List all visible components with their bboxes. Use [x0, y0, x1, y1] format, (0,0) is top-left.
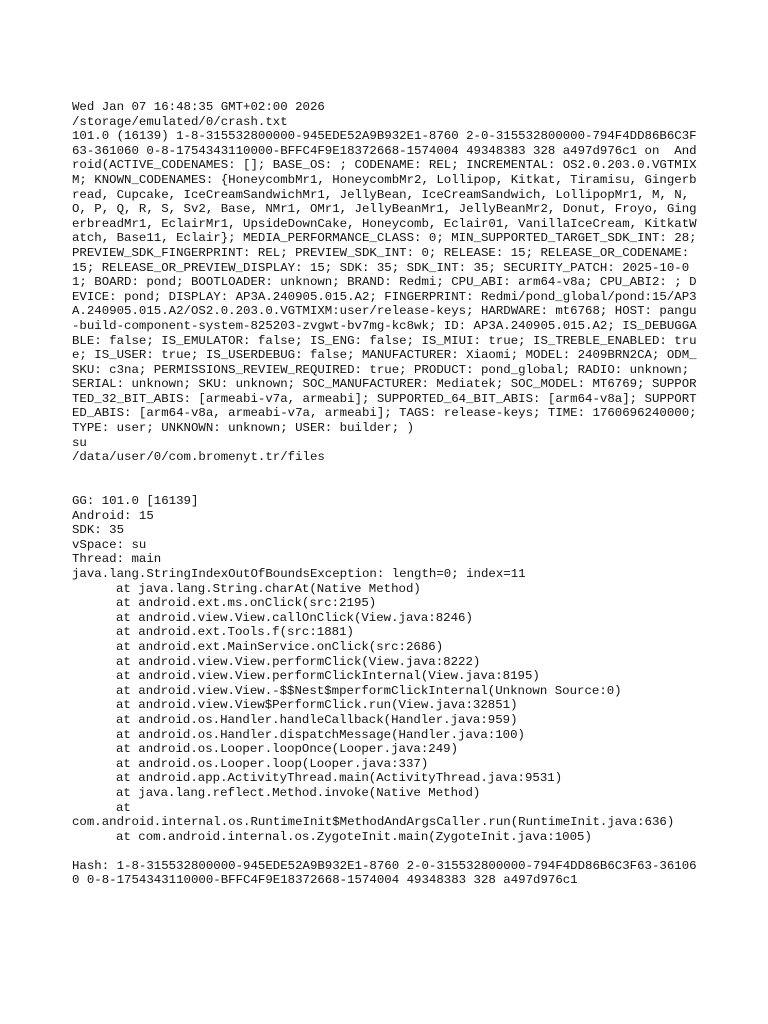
stack-frame: com.android.internal.os.RuntimeInit$MethodAndArgsCaller.run(RuntimeInit.java:636): [72, 815, 675, 830]
stack-frame: at android.os.Handler.handleCallback(Handler.java:959): [116, 712, 518, 727]
crash-hash: Hash: 1-8-315532800000-945EDE52A9B932E1-8760 2-0-315532800000-794F4DD86B6C3F63-361060 0-8-1754343110000-BFFC4F9E18372668-1574004 49348383 328 a497d976c1: [72, 858, 697, 888]
stack-frame: at android.view.View.-$$Nest$mperformClickInternal(Unknown Source:0): [116, 683, 622, 698]
exception-message: java.lang.StringIndexOutOfBoundsException: length=0; index=11: [72, 567, 526, 581]
sdk-version: SDK: 35: [72, 523, 125, 538]
stack-frame: at java.lang.reflect.Method.invoke(Native Method): [116, 785, 481, 800]
files-dir-path: /data/user/0/com.bromenyt.tr/files: [72, 450, 325, 465]
stack-frame: at android.view.View.performClickInternal(View.java:8195): [116, 669, 540, 684]
stack-trace: [72, 582, 702, 845]
stack-frame: at android.ext.MainService.onClick(src:2686): [116, 639, 444, 654]
stack-frame: at android.os.Handler.dispatchMessage(Handler.java:100): [116, 727, 525, 742]
stack-frame: at android.os.Looper.loopOnce(Looper.java:249): [116, 742, 459, 757]
stack-frame: at android.view.View$PerformClick.run(View.java:32851): [116, 698, 518, 713]
crash-file-path: /storage/emulated/0/crash.txt: [72, 114, 288, 129]
stack-frame: at android.ext.ms.onClick(src:2195): [116, 596, 377, 611]
stack-frame: at android.view.View.callOnClick(View.java:8246): [116, 610, 473, 625]
stack-frame: at android.os.Looper.loop(Looper.java:337): [116, 756, 429, 771]
device-build-info: 101.0 (16139) 1-8-315532800000-945EDE52A9B932E1-8760 2-0-315532800000-794F4DD86B6C3F63-361060 0-8-1754343110000-BFFC4F9E18372668-1574004 49348383 328 a497d976c1 on Android(ACTIVE_CODENAMES: []; BASE_OS: ; CODENAME: REL; INCREMENTAL: OS2.0.203.0.VGTMIXM; KNOWN_CODENAMES: {HoneycombMr1, HoneycombMr2, Lollipop, Kitkat, Tiramisu, Gingerbread, Cupcake, IceCreamSandwichMr1, JellyBean, IceCreamSandwich, LollipopMr1, M, N, O, P, Q, R, S, Sv2, Base, NMr1, OMr1, JellyBeanMr1, JellyBeanMr2, Donut, Froyo, GingerbreadMr1, EclairMr1, UpsideDownCake, Honeycomb, Eclair01, VanillaIceCream, KitkatWatch, Base11, Eclair}; MEDIA_PERFORMANCE_CLASS: 0; MIN_SUPPORTED_TARGET_SDK_INT: 28; PREVIEW_SDK_FINGERPRINT: REL; PREVIEW_SDK_INT: 0; RELEASE: 15; RELEASE_OR_CODENAME: 15; RELEASE_OR_PREVIEW_DISPLAY: 15; SDK: 35; SDK_INT: 35; SECURITY_PATCH: 2025-10-01; BOARD: pond; BOOTLOADER: unknown; BRAND: Redmi; CPU_ABI: arm64-v8a; CPU_ABI2: ; DEVICE: pond; DISPLAY: AP3A.240905.015.A2; FINGERPRINT: Redmi/pond_global/pond:15/AP3A.240905.015.A2/OS2.0.203.0.VGTMIXM:user/release-keys; HARDWARE: mt6768; HOST: pangu-build-component-system-825203-zvgwt-bv7mg-kc8wk; ID: AP3A.240905.015.A2; IS_DEBUGGABLE: false; IS_EMULATOR: false; IS_ENG: false; IS_MIUI: true; IS_TREBLE_ENABLED: true; IS_USER: true; IS_USERDEBUG: false; MANUFACTURER: Xiaomi; MODEL: 2409BRN2CA; ODM_SKU: c3na; PERMISSIONS_REVIEW_REQUIRED: true; PRODUCT: pond_global; RADIO: unknown; SERIAL: unknown; SKU: unknown; SOC_MANUFACTURER: Mediatek; SOC_MODEL: MT6769; SUPPORTED_32_BIT_ABIS: [armeabi-v7a, armeabi]; SUPPORTED_64_BIT_ABIS: [arm64-v8a]; SUPPORTED_ABIS: [arm64-v8a, armeabi-v7a, armeabi]; TAGS: release-keys; TIME: 1760696240000; TYPE: user; UNKNOWN: unknown; USER: builder; ): [72, 129, 705, 436]
crash-log-document: [72, 100, 705, 888]
crash-timestamp: Wed Jan 07 16:48:35 GMT+02:00 2026: [72, 100, 325, 114]
stack-frame: at com.android.internal.os.ZygoteInit.main(ZygoteInit.java:1005): [116, 829, 592, 844]
thread-info: Thread: main: [72, 552, 162, 567]
user-line: su: [72, 435, 87, 450]
android-version: Android: 15: [72, 508, 154, 523]
stack-frame: at android.app.ActivityThread.main(ActivityThread.java:9531): [116, 771, 563, 786]
stack-frame: at: [116, 800, 131, 815]
stack-frame: at android.ext.Tools.f(src:1881): [116, 625, 354, 640]
stack-frame: at java.lang.String.charAt(Native Method): [116, 581, 421, 596]
vspace-info: vSpace: su: [72, 537, 147, 552]
gg-version: GG: 101.0 [16139]: [72, 494, 199, 509]
stack-frame: at android.view.View.performClick(View.java:8222): [116, 654, 481, 669]
